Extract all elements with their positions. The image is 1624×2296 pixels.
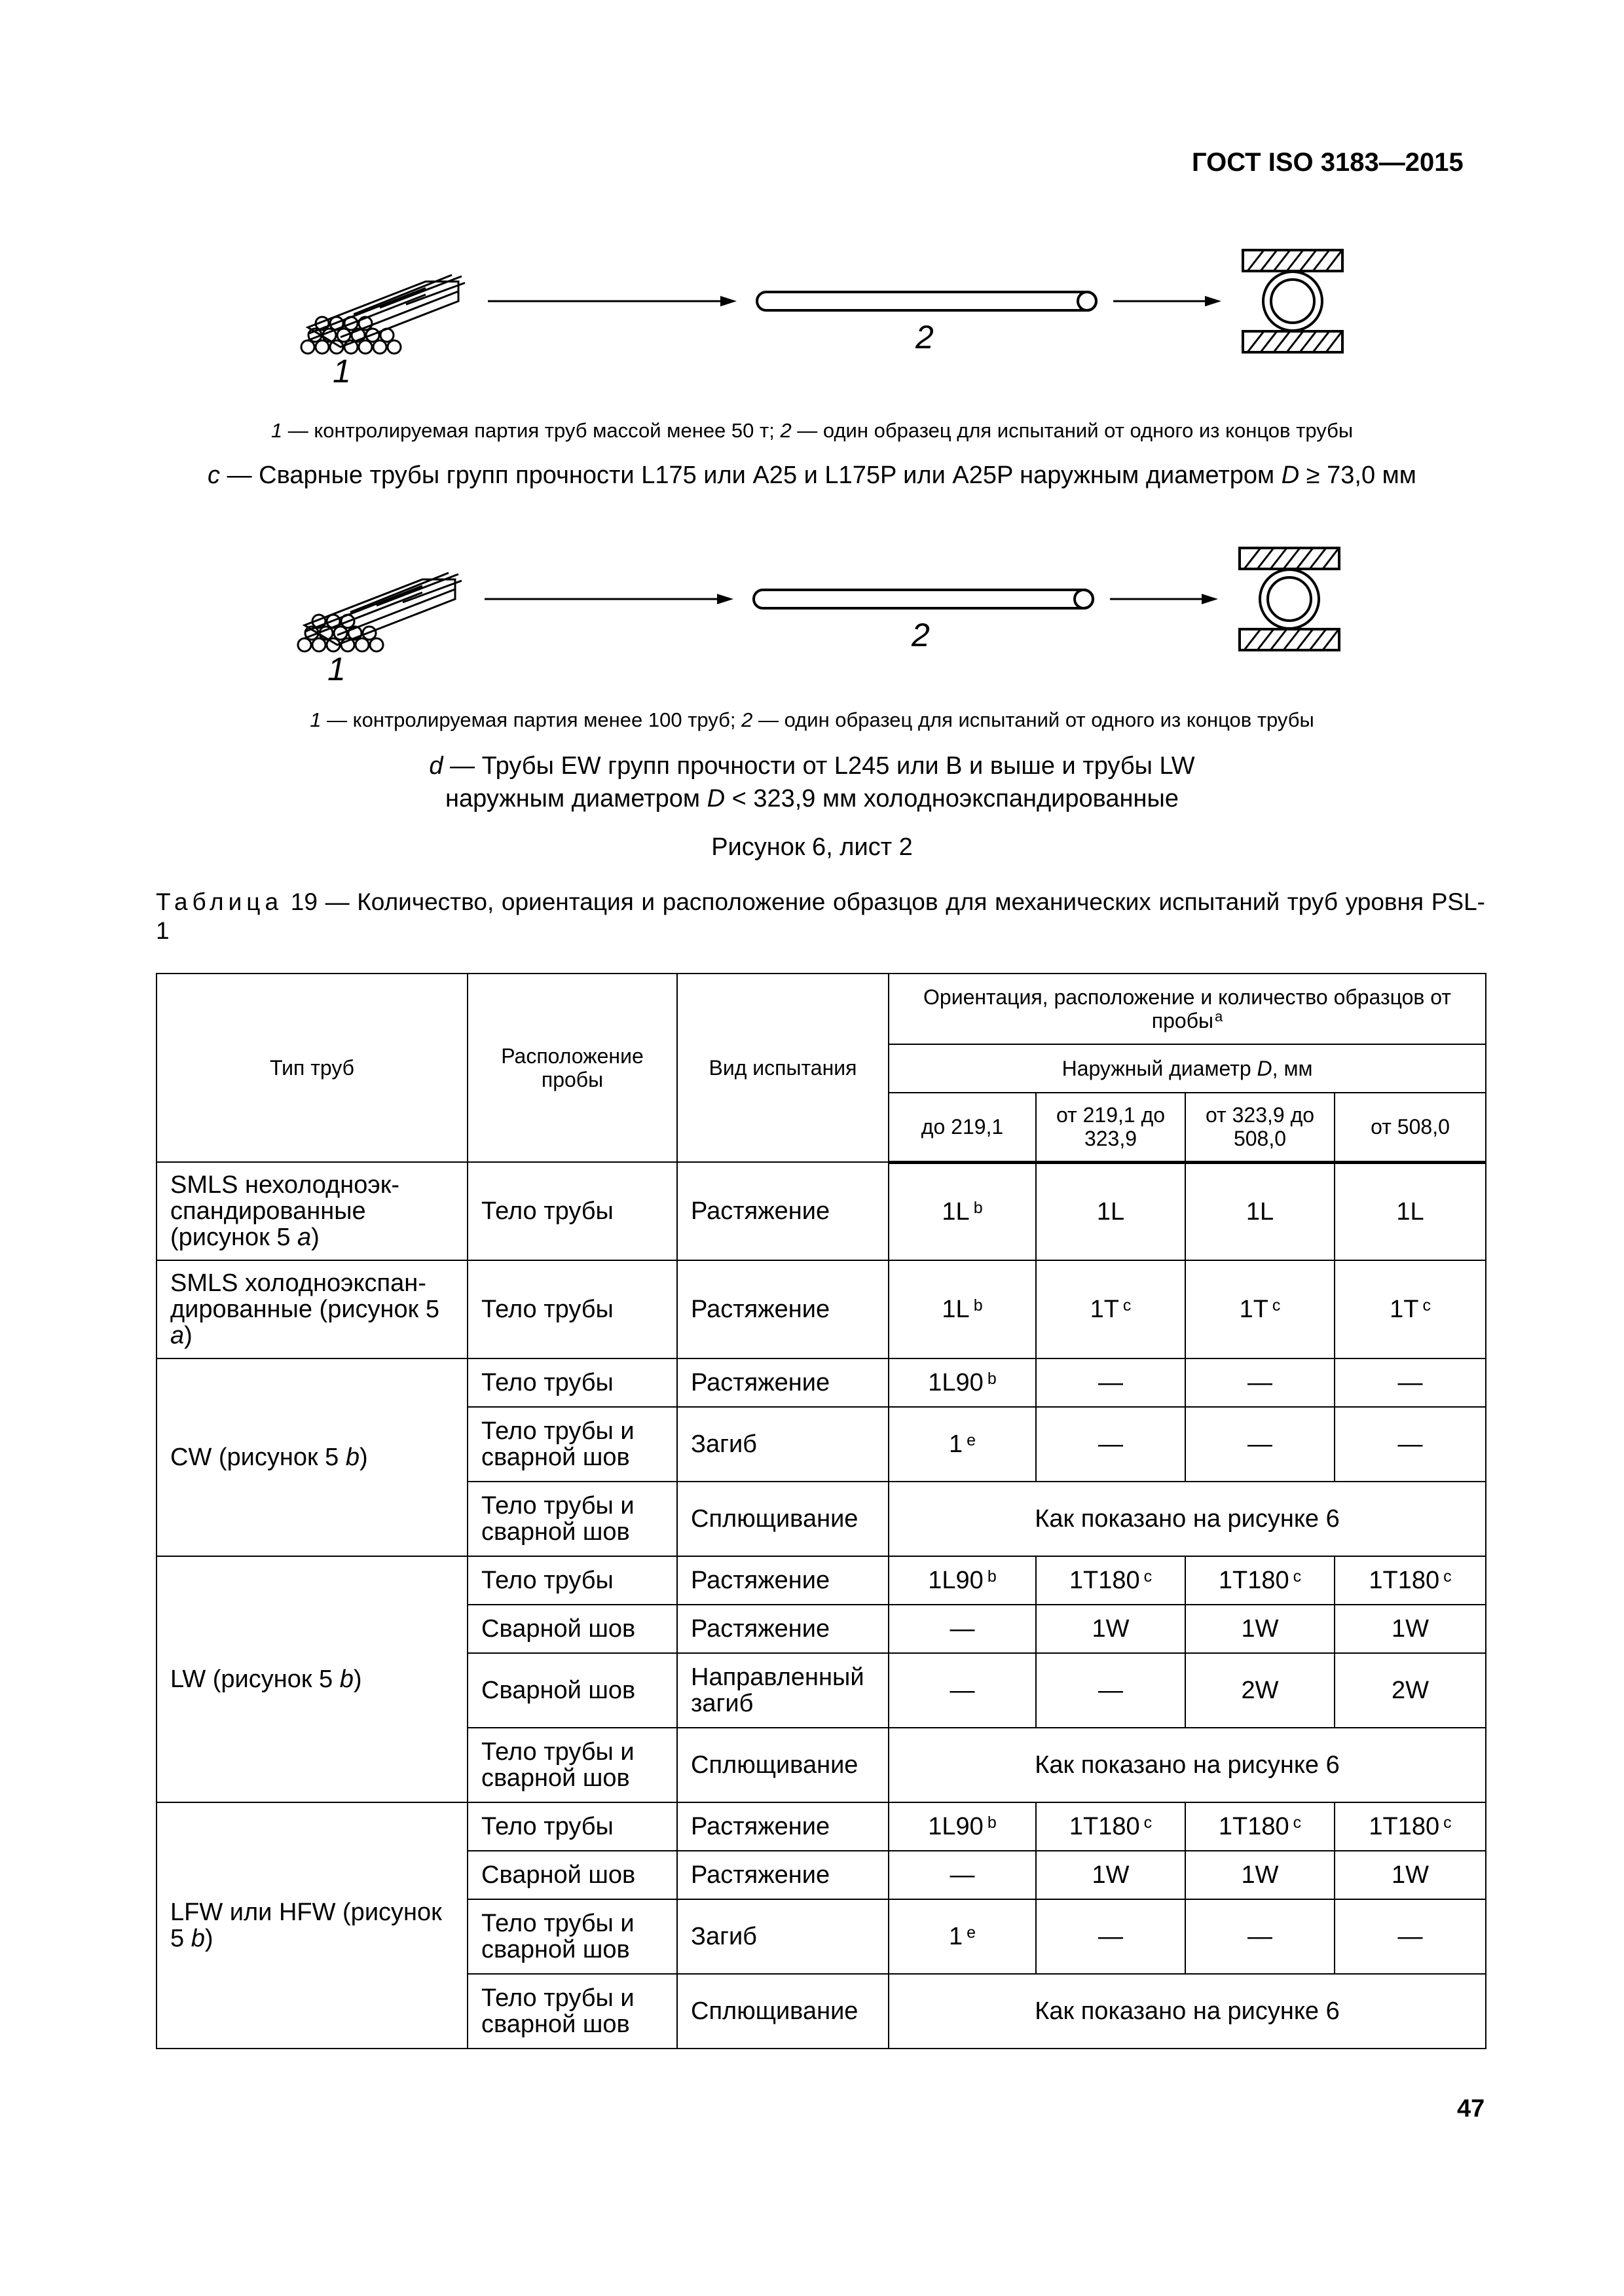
cell-value: 1T $^c$ xyxy=(1185,1260,1335,1358)
cell-test: Растяжение xyxy=(677,1605,889,1653)
footnote-mark: c xyxy=(1122,1296,1132,1315)
cell-value: 1W xyxy=(1185,1851,1335,1899)
cell-test: Сплющивание xyxy=(677,1728,889,1802)
cell-test: Растяжение xyxy=(677,1556,889,1605)
footnote-mark: c xyxy=(1143,1567,1153,1586)
cell-value: 1T180 $^c$ xyxy=(1036,1556,1185,1605)
cell-value: 1 $^e$ xyxy=(889,1899,1036,1974)
cell-value: 1 $^e$ xyxy=(889,1407,1036,1482)
table-19 xyxy=(156,973,1486,2049)
cell-span-note: Как показано на рисунке 6 xyxy=(889,1728,1486,1802)
table-row xyxy=(157,1802,1486,1851)
cell-location: Тело трубы xyxy=(468,1556,677,1605)
cell-value: 1L90 $^b$ xyxy=(889,1556,1036,1605)
arrow-icon xyxy=(488,296,737,306)
cell-value: 1T180 $^c$ xyxy=(1335,1556,1486,1605)
cell-location: Сварной шов xyxy=(468,1653,677,1728)
header-range: до 219,1 xyxy=(889,1093,1036,1162)
figure-d-caption-line2: наружным диаметром D < 323,9 мм холодноэкспандированные xyxy=(445,785,1179,812)
cell-pipe-type: SMLS нехолодноэк-спандированные (рисунок 5 a) xyxy=(157,1162,468,1260)
label-bundle: 1 xyxy=(333,353,351,390)
footnote-mark: c xyxy=(1293,1567,1302,1586)
footnote-mark: b xyxy=(987,1813,997,1832)
cell-value: — xyxy=(1185,1358,1335,1407)
label-bundle: 1 xyxy=(327,651,346,687)
arrow-icon xyxy=(1113,296,1221,306)
cell-value: 1L xyxy=(1036,1162,1185,1260)
cell-value: 1W xyxy=(1185,1605,1335,1653)
footnote-mark: c xyxy=(1443,1813,1452,1832)
cell-value: — xyxy=(1036,1407,1185,1482)
figure-d-drawing xyxy=(0,540,1624,691)
page-number: 47 xyxy=(1457,2095,1485,2123)
cell-value: — xyxy=(1036,1899,1185,1974)
header-range: от 508,0 xyxy=(1335,1093,1486,1162)
footnote-mark: c xyxy=(1143,1813,1153,1832)
cell-location: Тело трубы xyxy=(468,1802,677,1851)
header-range: от 219,1 до 323,9 xyxy=(1036,1093,1185,1162)
cell-location: Тело трубы xyxy=(468,1162,677,1260)
cell-value: — xyxy=(1185,1899,1335,1974)
arrow-icon xyxy=(1110,594,1218,604)
table-title: Таблица 19 — Количество, ориентация и расположение образцов для механических испытаний труб уровня PSL-1 xyxy=(156,888,1485,944)
cell-value: — xyxy=(889,1605,1036,1653)
cell-location: Тело трубы xyxy=(468,1260,677,1358)
cell-value: 1T $^c$ xyxy=(1335,1260,1486,1358)
cell-location: Тело трубы и сварной шов xyxy=(468,1899,677,1974)
pipe-bundle-icon xyxy=(301,275,465,354)
footnote-mark: c xyxy=(1272,1296,1281,1315)
footnote-mark: b xyxy=(987,1370,997,1388)
footnote-mark: e xyxy=(967,1431,976,1449)
header-location: Расположение пробы xyxy=(468,974,677,1162)
table-row xyxy=(157,1162,1486,1260)
table-body xyxy=(157,1162,1486,2049)
footnote-mark: b xyxy=(973,1296,983,1315)
cell-value: 1L $^b$ xyxy=(889,1162,1036,1260)
cell-location: Тело трубы и сварной шов xyxy=(468,1728,677,1802)
cell-value: 1T180 $^c$ xyxy=(1335,1802,1486,1851)
pipe-bundle-icon xyxy=(298,573,462,651)
footnote-mark: c xyxy=(1443,1567,1452,1586)
cell-test: Загиб xyxy=(677,1407,889,1482)
cell-value: — xyxy=(889,1653,1036,1728)
figure-c-drawing xyxy=(0,242,1624,393)
table-row xyxy=(157,1260,1486,1358)
cell-value: 1L90 $^b$ xyxy=(889,1802,1036,1851)
cell-test: Направленный загиб xyxy=(677,1653,889,1728)
press-specimen-icon xyxy=(1240,548,1339,650)
cell-value: 1W xyxy=(1036,1605,1185,1653)
figure-d-caption-line1: d — Трубы EW групп прочности от L245 или B и выше и трубы LW xyxy=(429,752,1195,780)
cell-value: — xyxy=(1335,1358,1486,1407)
cell-test: Растяжение xyxy=(677,1162,889,1260)
table-row xyxy=(157,1556,1486,1605)
cell-span-note: Как показано на рисунке 6 xyxy=(889,1482,1486,1556)
cell-location: Тело трубы и сварной шов xyxy=(468,1482,677,1556)
figure-c-caption: c — Сварные трубы групп прочности L175 или A25 и L175P или A25P наружным диаметром D ≥ 73,0 мм xyxy=(208,462,1416,489)
footnote-mark: c xyxy=(1293,1813,1302,1832)
cell-test: Растяжение xyxy=(677,1851,889,1899)
cell-test: Растяжение xyxy=(677,1260,889,1358)
document-code: ГОСТ ISO 3183—2015 xyxy=(1192,148,1464,177)
cell-value: 2W xyxy=(1335,1653,1486,1728)
cell-value: 1W xyxy=(1335,1851,1486,1899)
cell-span-note: Как показано на рисунке 6 xyxy=(889,1974,1486,2049)
table-row xyxy=(157,1358,1486,1407)
cell-value: 1L xyxy=(1185,1162,1335,1260)
cell-value: — xyxy=(1036,1358,1185,1407)
pipe-icon xyxy=(757,292,1096,310)
cell-location: Сварной шов xyxy=(468,1851,677,1899)
header-diameter: Наружный диаметр D, мм xyxy=(889,1044,1486,1093)
cell-value: 1T $^c$ xyxy=(1036,1260,1185,1358)
figure-d-legend: 1 — контролируемая партия менее 100 труб; 2 — один образец для испытаний от одного из концов трубы xyxy=(310,708,1314,731)
cell-value: 2W xyxy=(1185,1653,1335,1728)
figure-c xyxy=(0,242,1624,393)
cell-value: 1W xyxy=(1036,1851,1185,1899)
label-pipe: 2 xyxy=(915,319,934,355)
label-pipe: 2 xyxy=(912,617,930,653)
footnote-mark: b xyxy=(973,1198,983,1217)
cell-value: 1T180 $^c$ xyxy=(1185,1802,1335,1851)
cell-value: — xyxy=(1335,1407,1486,1482)
figure-d xyxy=(0,540,1624,691)
cell-value: — xyxy=(1335,1899,1486,1974)
cell-value: — xyxy=(889,1851,1036,1899)
cell-pipe-type: SMLS холодноэкспан-дированные (рисунок 5 a) xyxy=(157,1260,468,1358)
cell-pipe-type: CW (рисунок 5 b) xyxy=(157,1358,468,1556)
press-specimen-icon xyxy=(1243,250,1342,352)
cell-value: 1L xyxy=(1335,1162,1486,1260)
cell-value: — xyxy=(1036,1653,1185,1728)
cell-pipe-type: LW (рисунок 5 b) xyxy=(157,1556,468,1802)
cell-value: — xyxy=(1185,1407,1335,1482)
footnote-mark: e xyxy=(967,1923,976,1942)
cell-value: 1L $^b$ xyxy=(889,1260,1036,1358)
footnote-mark: c xyxy=(1422,1296,1431,1315)
cell-test: Растяжение xyxy=(677,1802,889,1851)
cell-value: 1T180 $^c$ xyxy=(1185,1556,1335,1605)
cell-value: 1L90 $^b$ xyxy=(889,1358,1036,1407)
figure-title: Рисунок 6, лист 2 xyxy=(711,833,913,861)
cell-test: Сплющивание xyxy=(677,1482,889,1556)
cell-location: Сварной шов xyxy=(468,1605,677,1653)
header-test: Вид испытания xyxy=(677,974,889,1162)
cell-location: Тело трубы xyxy=(468,1358,677,1407)
header-range: от 323,9 до 508,0 xyxy=(1185,1093,1335,1162)
pipe-icon xyxy=(754,590,1093,608)
cell-value: 1T180 $^c$ xyxy=(1036,1802,1185,1851)
cell-test: Растяжение xyxy=(677,1358,889,1407)
arrow-icon xyxy=(485,594,733,604)
cell-test: Загиб xyxy=(677,1899,889,1974)
figure-c-legend: 1 — контролируемая партия труб массой менее 50 т; 2 — один образец для испытаний от одного из концов трубы xyxy=(270,419,1354,442)
footnote-mark: b xyxy=(987,1567,997,1586)
cell-location: Тело трубы и сварной шов xyxy=(468,1974,677,2049)
header-orientation: Ориентация, расположение и количество образцов от пробы$^a$ xyxy=(889,974,1486,1044)
cell-test: Сплющивание xyxy=(677,1974,889,2049)
cell-value: 1W xyxy=(1335,1605,1486,1653)
header-type: Тип труб xyxy=(157,974,468,1162)
cell-pipe-type: LFW или HFW (рисунок 5 b) xyxy=(157,1802,468,2049)
cell-location: Тело трубы и сварной шов xyxy=(468,1407,677,1482)
